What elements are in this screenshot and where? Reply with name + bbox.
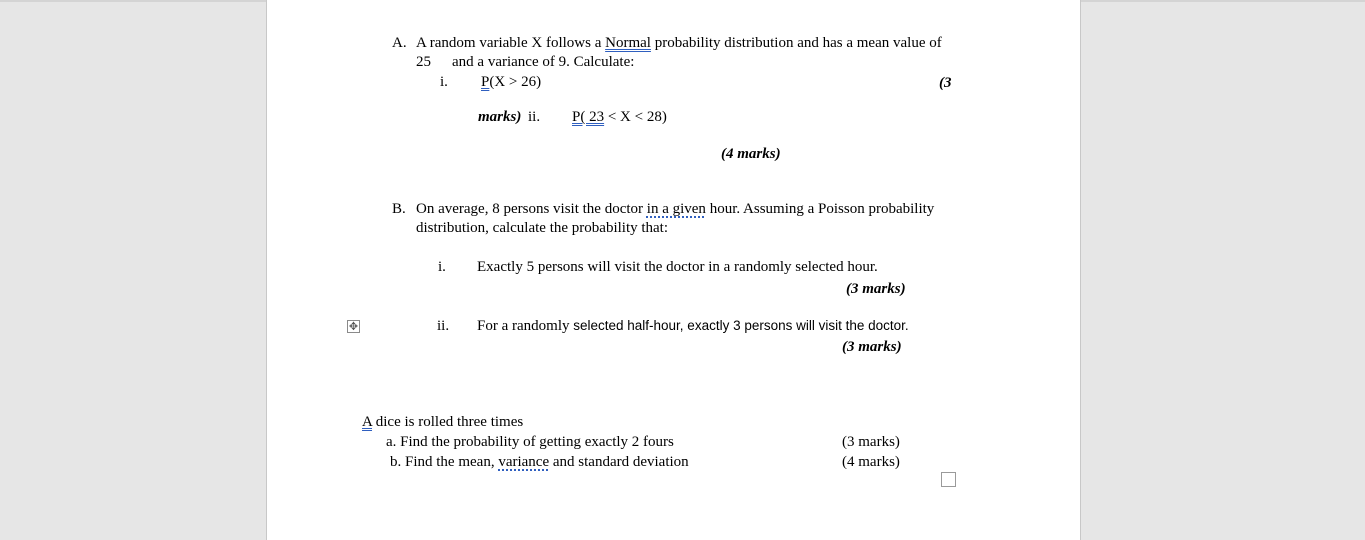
a-grammar-flag[interactable]: A — [362, 414, 373, 430]
table-end-marker[interactable] — [941, 472, 956, 487]
question-a-item-ii-expression: P( 23 < X < 28) — [572, 109, 667, 125]
question-b-letter: B. — [392, 201, 406, 217]
question-a-item-i-marks-open: (3 — [939, 75, 952, 91]
p23-spelling-flag[interactable]: P( 23 — [572, 109, 605, 125]
question-b-line-1: On average, 8 persons visit the doctor in a given hour. Assuming a Poisson probability — [416, 201, 935, 217]
question-b-item-ii-marks: (3 marks) — [842, 339, 902, 355]
question-a-line-2: and a variance of 9. Calculate: — [452, 54, 635, 70]
variance-grammar-flag[interactable]: variance — [498, 454, 550, 470]
question-b-item-i-text: Exactly 5 persons will visit the doctor in a randomly selected hour. — [477, 259, 878, 275]
question-a-item-ii-number: ii. — [528, 109, 541, 125]
question-a-line-1: A random variable X follows a Normal probability distribution and has a mean value of — [416, 35, 942, 51]
question-a-item-i-expression: P(X > 26) — [481, 74, 542, 90]
normal-spelling-flag[interactable]: Normal — [605, 35, 651, 51]
question-c-part-b: b. Find the mean, variance and standard deviation — [390, 454, 689, 470]
question-b-item-ii-number: ii. — [437, 318, 450, 334]
question-c-intro: A dice is rolled three times — [362, 414, 524, 430]
question-b-item-i-marks: (3 marks) — [846, 281, 906, 297]
question-a-item-ii-marks: (4 marks) — [721, 146, 781, 162]
question-b-line-2: distribution, calculate the probability that: — [416, 220, 669, 236]
grammar-flag[interactable]: in a given — [646, 201, 706, 217]
question-a-item-i-marks-close: marks) — [478, 109, 522, 125]
move-handle-icon[interactable]: ✥ — [348, 320, 359, 333]
question-a-item-i-number: i. — [440, 74, 448, 90]
question-b-item-ii-text: For a randomly selected half-hour, exactly 3 persons will visit the doctor. — [477, 318, 909, 334]
question-c-part-b-marks: (4 marks) — [842, 454, 900, 470]
question-a-mean-value: 25 — [416, 54, 431, 70]
question-c-part-a-marks: (3 marks) — [842, 434, 900, 450]
p-spelling-flag[interactable]: P — [481, 74, 490, 90]
question-b-item-i-number: i. — [438, 259, 446, 275]
question-c-part-a: a. Find the probability of getting exactly 2 fours — [386, 434, 674, 450]
question-a-letter: A. — [392, 35, 407, 51]
